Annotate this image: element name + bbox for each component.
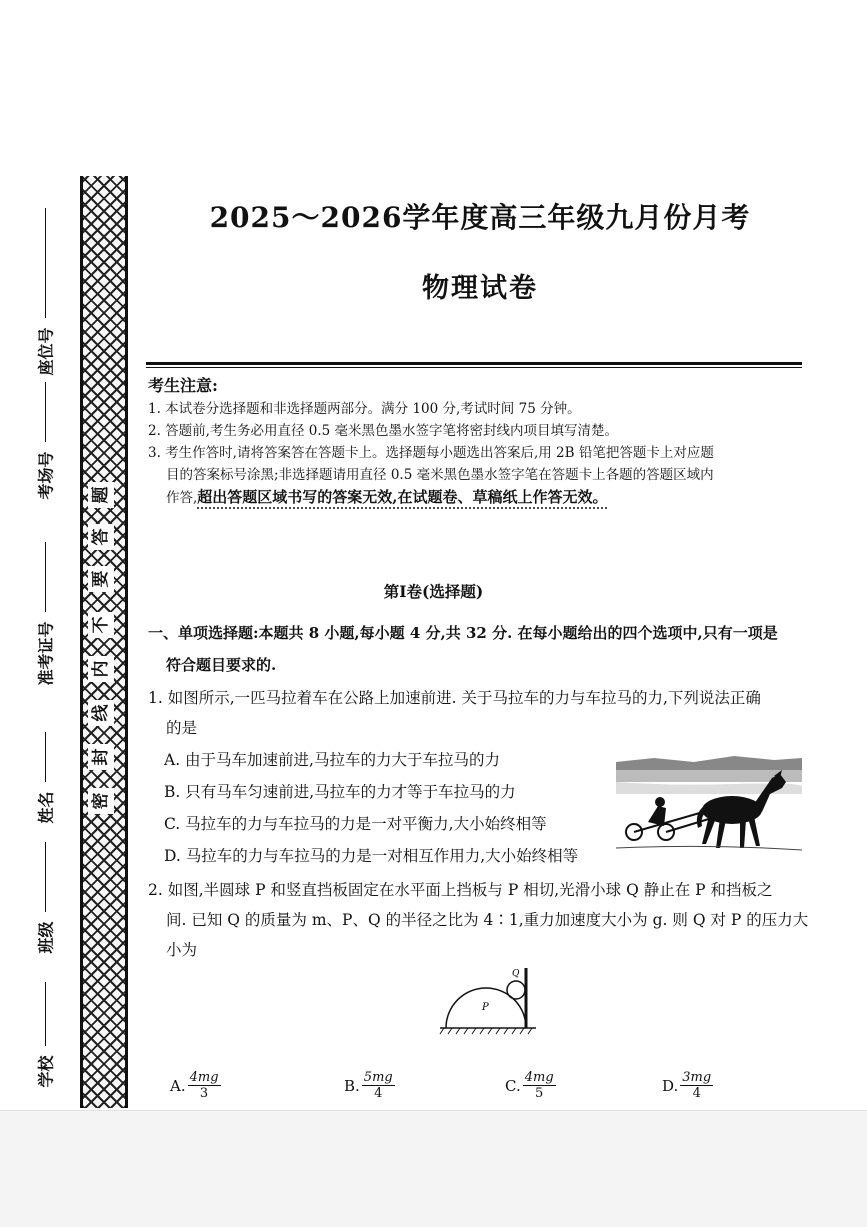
label-q: Q xyxy=(512,969,520,979)
fill-line xyxy=(45,382,46,442)
note-emphasis: 超出答题区域书写的答案无效,在试题卷、草稿纸上作答无效。 xyxy=(197,488,608,506)
question-2-stem: 间. 已知 Q 的质量为 m、P、Q 的半径之比为 4∶1,重力加速度大小为 g. 则 Q 对 P 的压力大 xyxy=(166,911,809,929)
answer-letter: C. xyxy=(505,1076,521,1095)
admission-ticket-label: 准考证号 xyxy=(36,621,56,686)
question-2-stem: 2. 如图,半圆球 P 和竖直挡板固定在水平面上挡板与 P 相切,光滑小球 Q 静止在 P 和挡板之 xyxy=(148,881,773,899)
candidate-notes xyxy=(148,374,808,509)
answer-fraction xyxy=(680,1070,713,1101)
seat-number-field[interactable] xyxy=(20,196,70,376)
exam-room-field[interactable] xyxy=(20,370,70,500)
answer-fraction xyxy=(188,1070,221,1101)
sealing-binding-strip xyxy=(80,176,128,1108)
numerator: 5mg xyxy=(363,1070,393,1085)
binding-char: 内 xyxy=(88,656,114,682)
note-item: 目的答案标号涂黑;非选择题请用直径 0.5 毫米黑色墨水签字笔在答题卡上各题的答题区域内 xyxy=(166,467,714,483)
exam-room-label: 考场号 xyxy=(36,451,56,500)
label-p: P xyxy=(482,1002,489,1013)
answer-option-c[interactable] xyxy=(505,1070,556,1101)
numerator: 4mg xyxy=(524,1070,554,1085)
note-item: 3. 考生作答时,请将答案答在答题卡上。选择题每小题选出答案后,用 2B 铅笔把答题卡上对应题 xyxy=(148,445,714,461)
answer-letter: D. xyxy=(662,1076,679,1095)
note-text: 作答, xyxy=(166,490,198,506)
binding-char: 要 xyxy=(88,566,114,592)
exam-title: 2025～2026学年度高三年级九月份月考 xyxy=(209,201,751,234)
answer-option-d[interactable] xyxy=(662,1070,713,1101)
question-1-option[interactable]: A. 由于马车加速前进,马拉车的力大于车拉马的力 xyxy=(164,751,500,769)
binding-char: 不 xyxy=(88,612,114,638)
denominator: 4 xyxy=(692,1086,701,1101)
exam-subject: 物理试卷 xyxy=(422,273,538,304)
numerator: 3mg xyxy=(682,1070,712,1085)
hemisphere-diagram xyxy=(432,962,544,1040)
name-label: 姓名 xyxy=(36,791,56,824)
denominator: 5 xyxy=(535,1086,544,1101)
answer-option-a[interactable] xyxy=(170,1070,221,1101)
section-intro: 符合题目要求的. xyxy=(166,656,277,674)
notes-heading: 考生注意: xyxy=(148,376,218,395)
question-1-stem: 的是 xyxy=(166,719,198,737)
binding-char: 封 xyxy=(88,744,114,770)
binding-char: 线 xyxy=(88,700,114,726)
question-1-option[interactable]: D. 马拉车的力与车拉马的力是一对相互作用力,大小始终相等 xyxy=(164,847,579,865)
question-1-stem: 1. 如图所示,一匹马拉着车在公路上加速前进. 关于马拉车的力与车拉马的力,下列说法正确 xyxy=(148,689,761,707)
question-2-stem: 小为 xyxy=(166,941,198,959)
binding-char: 答 xyxy=(88,524,114,550)
ball-q xyxy=(507,981,525,999)
binding-char: 密 xyxy=(88,788,114,814)
header-divider xyxy=(146,362,802,368)
answer-fraction xyxy=(523,1070,556,1101)
question-1-option[interactable]: C. 马拉车的力与车拉马的力是一对平衡力,大小始终相等 xyxy=(164,815,547,833)
seat-number-label: 座位号 xyxy=(36,327,56,376)
fill-line xyxy=(45,732,46,782)
fill-line xyxy=(45,208,46,318)
answer-option-b[interactable] xyxy=(344,1070,395,1101)
binding-char: 题 xyxy=(88,482,114,508)
note-item: 2. 答题前,考生务必用直径 0.5 毫米黑色墨水签字笔将密封线内项目填写清楚。 xyxy=(148,423,619,439)
scan-bottom-margin xyxy=(0,1110,867,1227)
school-label: 学校 xyxy=(36,1055,56,1088)
fill-line xyxy=(45,982,46,1046)
denominator: 4 xyxy=(374,1086,383,1101)
horse-cart-photo xyxy=(614,748,804,856)
answer-fraction xyxy=(362,1070,395,1101)
answer-letter: B. xyxy=(344,1076,360,1095)
class-field[interactable] xyxy=(20,830,70,954)
note-item-last xyxy=(148,486,808,509)
denominator: 3 xyxy=(199,1086,209,1101)
section-intro: 一、单项选择题:本题共 8 小题,每小题 4 分,共 32 分. 在每小题给出的四个选项中,只有一项是 xyxy=(148,624,778,642)
question-1-option[interactable]: B. 只有马车匀速前进,马拉车的力才等于车拉马的力 xyxy=(164,783,516,801)
fill-line xyxy=(45,842,46,912)
section-heading: 第Ⅰ卷(选择题) xyxy=(383,582,484,601)
name-field[interactable] xyxy=(20,720,70,824)
class-label: 班级 xyxy=(36,921,56,954)
numerator: 4mg xyxy=(189,1070,219,1085)
note-item: 1. 本试卷分选择题和非选择题两部分。满分 100 分,考试时间 75 分钟。 xyxy=(148,401,581,417)
school-field[interactable] xyxy=(20,970,70,1088)
answer-letter: A. xyxy=(170,1076,186,1095)
